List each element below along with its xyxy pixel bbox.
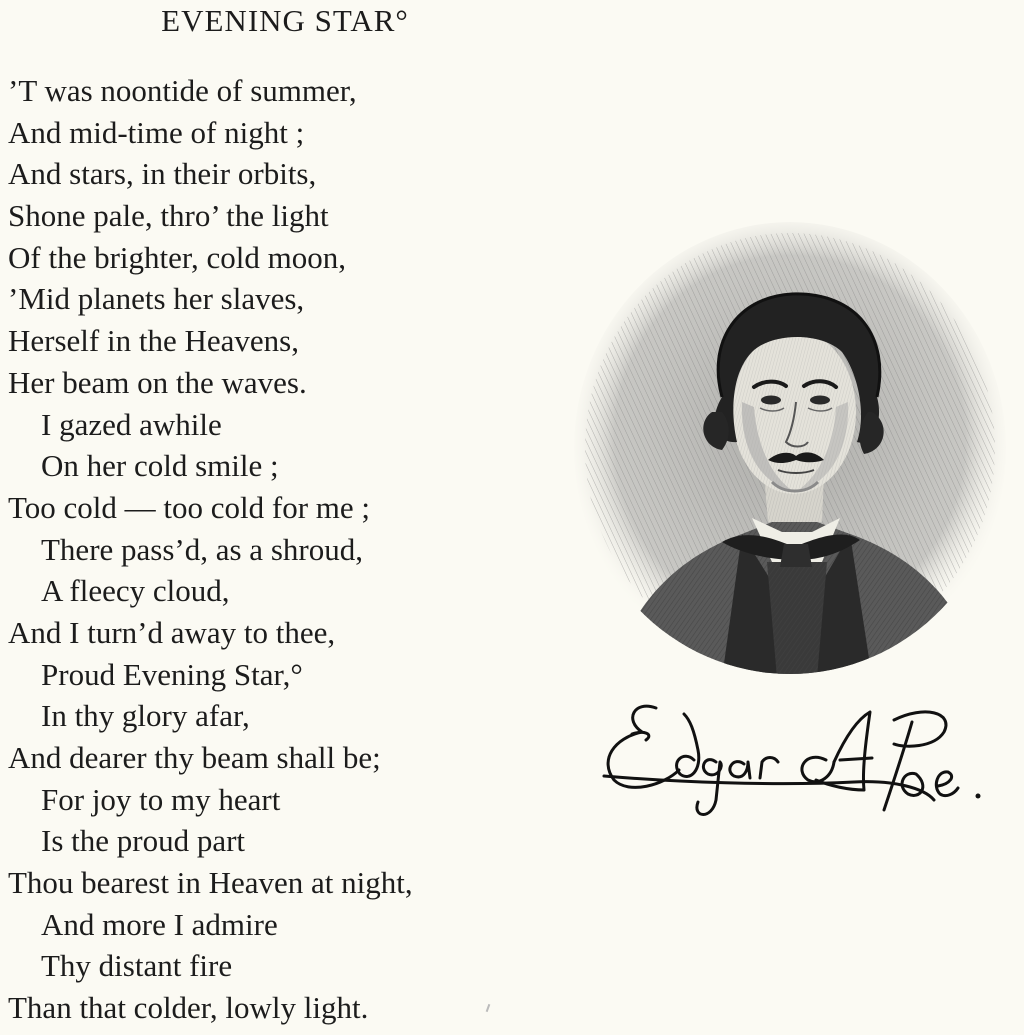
poem-line: Thou bearest in Heaven at night, (8, 865, 413, 901)
poem-line: Proud Evening Star,° (41, 656, 303, 692)
poem-line: And stars, in their orbits, (8, 156, 317, 192)
poem-line: ’T was noontide of summer, (8, 73, 357, 108)
poem-line: And I turn’d away to thee, (8, 614, 336, 650)
poem-line: And dearer thy beam shall be; (8, 740, 381, 775)
poem-line: Is the proud part (41, 823, 246, 859)
poem-line: For joy to my heart (41, 781, 281, 817)
poem-line: I gazed awhile (41, 406, 222, 442)
poem-line: Shone pale, thro’ the light (8, 198, 329, 234)
author-portrait-engraving (572, 222, 1008, 678)
poem-line: On her cold smile ; (41, 448, 279, 484)
poem-line: Herself in the Heavens, (8, 323, 299, 359)
poem-body (8, 70, 568, 1029)
poem-line: ’Mid planets her slaves, (8, 281, 305, 317)
poem-line: Too cold — too cold for me ; (8, 489, 371, 525)
poem-line: There pass’d, as a shroud, (41, 531, 363, 567)
author-signature (594, 690, 994, 830)
poem-line: Her beam on the waves. (8, 364, 307, 400)
poem-line: In thy glory afar, (41, 698, 250, 734)
poem-line: Of the brighter, cold moon, (8, 239, 346, 275)
poem-line: Thy distant fire (41, 948, 233, 984)
poem-line: And mid-time of night ; (8, 114, 305, 150)
poem-line: Than that colder, lowly light. (8, 990, 369, 1026)
poem-line: A fleecy cloud, (41, 573, 230, 609)
poem-line: And more I admire (41, 906, 278, 942)
poem-title: EVENING STAR° (161, 3, 409, 38)
